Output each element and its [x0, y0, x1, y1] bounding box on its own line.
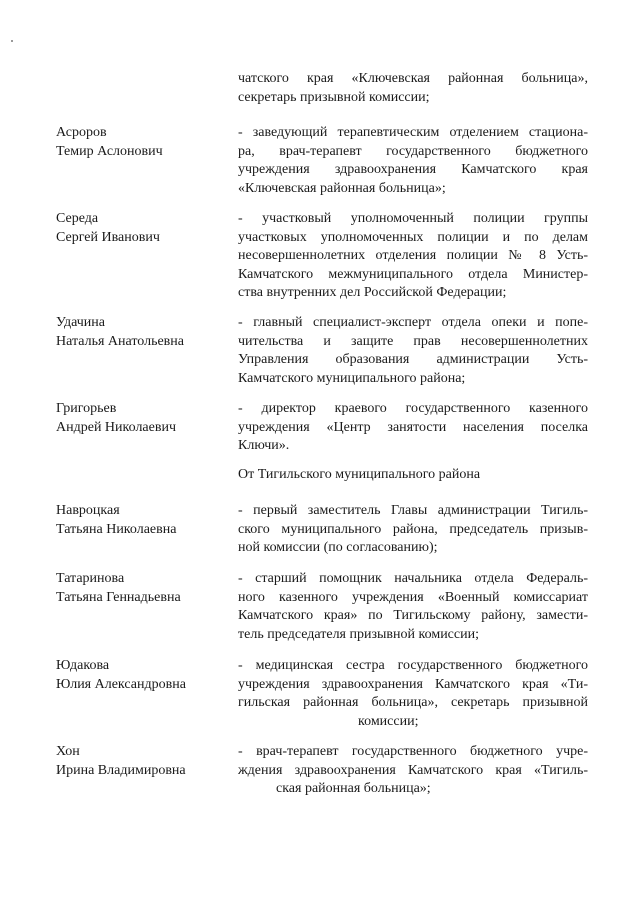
- member-given-names: Татьяна Николаевна: [56, 521, 177, 537]
- member-name: [56, 743, 231, 780]
- desc-line: несовершеннолетних отделения полиции № 8 Усть-: [238, 248, 588, 264]
- member-surname: Удачина: [56, 315, 105, 330]
- desc-line: - медицинская сестра государственного бюджетного: [238, 658, 588, 673]
- scan-speck: [11, 40, 13, 42]
- member-given-names: Ирина Владимировна: [56, 762, 186, 778]
- member-role: [238, 400, 588, 456]
- desc-line: - участковый уполномоченный полиции группы: [238, 211, 588, 226]
- member-role: [238, 743, 588, 799]
- desc-line: - старший помощник начальника отдела Федераль-: [238, 571, 588, 586]
- desc-line: учреждения здравоохранения Камчатского края «Ти-: [238, 676, 588, 692]
- section-heading: От Тигильского муниципального района: [238, 467, 481, 482]
- member-surname: Навроцкая: [56, 503, 120, 518]
- continuation-text: [238, 70, 588, 107]
- member-surname: Татаринова: [56, 571, 125, 586]
- member-given-names: Юлия Александровна: [56, 676, 186, 692]
- desc-line: комиссии;: [358, 713, 419, 729]
- member-surname: Асроров: [56, 125, 107, 140]
- desc-line: Камчатского края» по Тигильскому району, замести-: [238, 608, 588, 624]
- desc-line: - директор краевого государственного казенного: [238, 401, 588, 416]
- desc-line: Управления образования администрации Усть-: [238, 352, 588, 368]
- member-name: [56, 400, 231, 437]
- member-role: [238, 314, 588, 388]
- desc-line: участковых уполномоченных полиции и по делам: [238, 229, 588, 245]
- desc-line: ной комиссии (по согласованию);: [238, 540, 438, 556]
- desc-line: ская районная больница»;: [276, 781, 431, 797]
- member-given-names: Сергей Иванович: [56, 229, 160, 245]
- member-role: [238, 124, 588, 198]
- member-name: [56, 570, 231, 607]
- member-given-names: Татьяна Геннадьевна: [56, 589, 181, 605]
- desc-line: ского муниципального района, председатель призыв-: [238, 521, 588, 537]
- member-role: [238, 502, 588, 558]
- desc-line: учреждения здравоохранения Камчатского края: [238, 162, 588, 178]
- member-name: [56, 657, 231, 694]
- desc-line: учреждения «Центр занятости населения поселка: [238, 419, 588, 435]
- member-given-names: Андрей Николаевич: [56, 419, 176, 435]
- desc-line: ного казенного учреждения «Военный комиссариат: [238, 589, 588, 605]
- desc-line: ра, врач-терапевт государственного бюджетного: [238, 143, 588, 159]
- member-given-names: Наталья Анатольевна: [56, 333, 185, 349]
- desc-line: Камчатского муниципального района;: [238, 370, 466, 386]
- desc-line: чатского края «Ключевская районная больница»,: [238, 71, 588, 86]
- member-role: [238, 570, 588, 644]
- desc-line: гильская районная больница», секретарь призывной: [238, 695, 588, 711]
- member-surname: Григорьев: [56, 401, 117, 416]
- member-surname: Хон: [56, 744, 80, 759]
- desc-line: секретарь призывной комиссии;: [238, 89, 430, 105]
- desc-line: «Ключевская районная больница»;: [238, 180, 446, 196]
- desc-line: Камчатского межмуниципального отдела Министер-: [238, 266, 588, 282]
- desc-line: - главный специалист-эксперт отдела опеки и попе-: [238, 315, 588, 330]
- member-role: [238, 210, 588, 303]
- member-surname: Юдакова: [56, 658, 110, 673]
- member-name: [56, 502, 231, 539]
- desc-line: - первый заместитель Главы администрации Тигиль-: [238, 503, 588, 518]
- desc-line: ждения здравоохранения Камчатского края «Тигиль-: [238, 762, 588, 778]
- member-surname: Середа: [56, 211, 99, 226]
- desc-line: чительства и защите прав несовершеннолетних: [238, 333, 588, 349]
- member-name: [56, 210, 231, 247]
- desc-line: Ключи».: [238, 438, 290, 454]
- desc-line: - врач-терапевт государственного бюджетного учре-: [238, 744, 588, 759]
- member-given-names: Темир Аслонович: [56, 143, 163, 159]
- desc-line: ства внутренних дел Российской Федерации;: [238, 285, 507, 301]
- desc-line: тель председателя призывной комиссии;: [238, 626, 479, 642]
- desc-line: - заведующий терапевтическим отделением стациона-: [238, 125, 588, 140]
- member-name: [56, 314, 231, 351]
- member-name: [56, 124, 231, 161]
- member-role: [238, 657, 588, 731]
